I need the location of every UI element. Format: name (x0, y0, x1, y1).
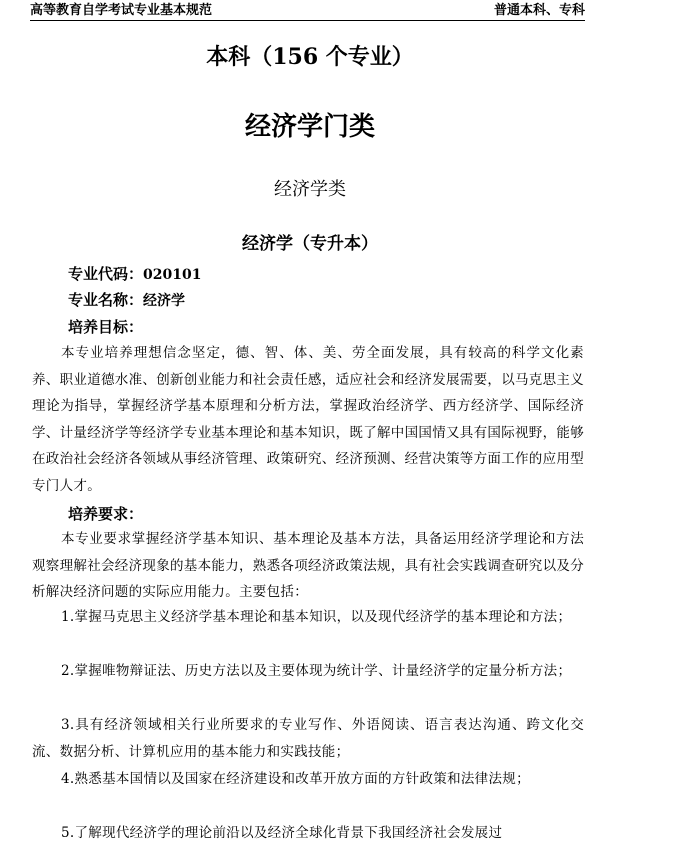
page-header (30, 0, 585, 21)
requirement-item: 3.具有经济领域相关行业所要求的专业写作、外语阅读、语言表达沟通、跨文化交流、数据分析、计算机应用的基本能力和实践技能； (32, 717, 584, 760)
major-name-label: 专业名称： (68, 291, 144, 309)
requirement-item: 4.熟悉基本国情以及国家在经济建设和改革开放方面的方针政策和法律法规； (61, 771, 530, 787)
requirement-item: 1.掌握马克思主义经济学基本理论和基本知识，以及现代经济学的基本理论和方法； (61, 609, 572, 625)
goal-heading: 培养目标： (68, 318, 144, 336)
header-right-title: 普通本科、专科 (493, 3, 585, 18)
requirements-heading: 培养要求： (68, 505, 144, 523)
category-title: 经济学门类 (244, 112, 375, 142)
requirements-paragraph: 本专业要求掌握经济学基本知识、基本理论及基本方法，具备运用经济学理论和方法观察理解社会经济现象的基本能力，熟悉各项经济政策法规，具有社会实践调查研究以及分析解决经济问题的实际应用能力。主要包括： (32, 531, 584, 600)
major-code-value: 020101 (143, 267, 202, 283)
requirement-item: 2.掌握唯物辩证法、历史方法以及主要体现为统计学、计量经济学的定量分析方法； (61, 663, 572, 679)
level-title: 本科（156 个专业） (206, 44, 414, 70)
goal-paragraph: 本专业培养理想信念坚定，德、智、体、美、劳全面发展，具有较高的科学文化素养、职业道德水准、创新创业能力和社会责任感，适应社会和经济发展需要，以马克思主义理论为指导，掌握经济学基本原理和分析方法，掌握政治经济学、西方经济学、国际经济学、计量经济学等经济学专业基本理论和基本知识，既了解中国国情又具有国际视野，能够在政治社会经济各领域从事经济管理、政策研究、经济预测、经营决策等方面工作的应用型专门人才。 (32, 345, 584, 494)
major-title: 经济学（专升本） (242, 234, 378, 254)
requirement-item: 5.了解现代经济学的理论前沿以及经济全球化背景下我国经济社会发展过 (61, 825, 503, 841)
header-left-title: 高等教育自学考试专业基本规范 (30, 3, 213, 18)
major-name-value: 经济学 (143, 293, 186, 309)
class-title: 经济学类 (274, 179, 346, 200)
major-code-field (68, 263, 201, 284)
major-code-label: 专业代码： (68, 265, 144, 283)
major-name-field (68, 289, 185, 310)
